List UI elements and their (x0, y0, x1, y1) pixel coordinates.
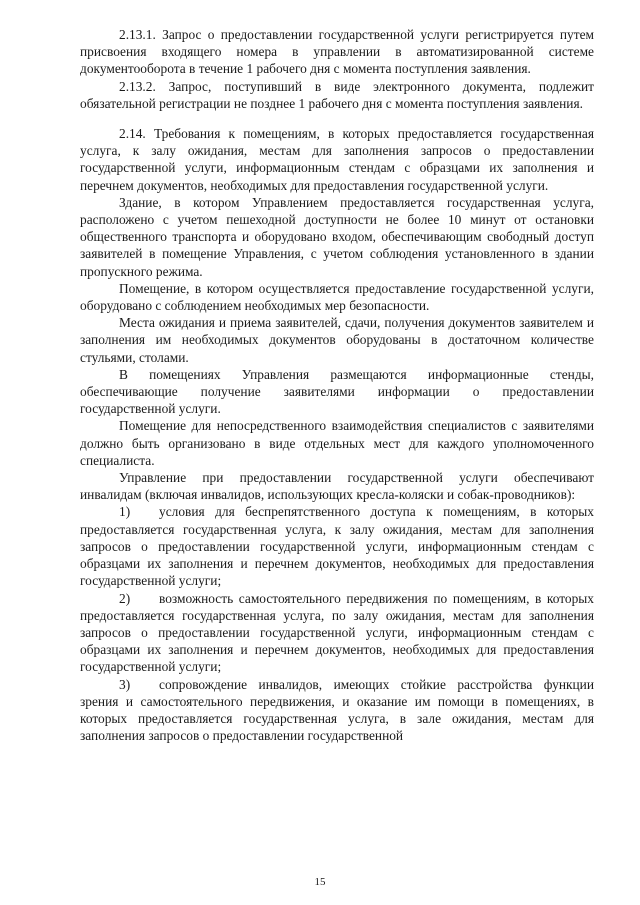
list-item-text: возможность самостоятельного передвижения по помещениям, в которых предоставляется государственная услуга, по залу ожидания, местам для заполнения запросов о предоставлении государственной услуги, информационным стендам с образцами их заполнения и перечнем документов, необходимых для предоставления государственной услуги; (80, 590, 594, 675)
paragraph-waiting-places: Места ожидания и приема заявителей, сдачи, получения документов заявителем и заполнения им необходимых документов оборудованы в достаточном количестве стульями, столами. (80, 315, 594, 365)
list-item-number: 1) (119, 504, 131, 520)
list-item-number: 2) (119, 590, 131, 606)
list-item (80, 590, 594, 676)
paragraph-2-14-heading: 2.14. Требования к помещениям, в которых предоставляется государственная услуга, к залу ожидания, местам для заполнения запросов о предоставлении государственной услуги, информационным стендам с образцами их заполнения и перечнем документов, необходимых для предоставления государственной услуги. (80, 126, 594, 193)
page-number: 15 (314, 876, 326, 888)
paragraph-2-13-1: 2.13.1. Запрос о предоставлении государственной услуги регистрируется путем присвоения входящего номера в управлении в автоматизированной системе документооборота в течение 1 рабочего дня с момента поступления заявления. (80, 27, 594, 77)
paragraph-info-stands: В помещениях Управления размещаются информационные стенды, обеспечивающие получение заявителями информации о предоставлении государственной услуги. (80, 366, 594, 417)
paragraph-disability-intro: Управление при предоставлении государственной услуги обеспечивают инвалидам (включая инвалидов, использующих кресла-коляски и собак-проводников): (80, 470, 594, 503)
list-item-number: 3) (119, 676, 131, 692)
list-item (80, 676, 594, 745)
list-item-text: сопровождение инвалидов, имеющих стойкие расстройства функции зрения и самостоятельного передвижения, и оказание им помощи в помещениях, в которых предоставляется государственная услуга, в зале ожидания, местам для заполнения запросов о предоставлении государственной (80, 676, 594, 744)
paragraph-building: Здание, в котором Управлением предоставляется государственная услуга, расположено с учетом пешеходной доступности не более 10 минут от остановки общественного транспорта и оборудовано входом, обеспечивающим свободный доступ заявителей в помещение Управления, с учетом соблюдения установленного в здании пропускного режима. (80, 194, 594, 279)
paragraph-2-13-2: 2.13.2. Запрос, поступивший в виде электронного документа, подлежит обязательной регистрации не позднее 1 рабочего дня с момента поступления заявления. (80, 78, 594, 111)
paragraph-specialist-places: Помещение для непосредственного взаимодействия специалистов с заявителями должно быть организовано в виде отдельных мест для каждого уполномоченного специалиста. (80, 418, 594, 468)
list-item (80, 503, 594, 589)
paragraph-premises-safety: Помещение, в котором осуществляется предоставление государственной услуги, оборудовано с соблюдением необходимых мер безопасности. (80, 280, 594, 314)
list-item-text: условия для беспрепятственного доступа к помещениям, в которых предоставляется государственная услуга, к залу ожидания, местам для заполнения запросов о предоставлении государственной услуги, информационным стендам с образцами их заполнения и перечнем документов, необходимых для предоставления государственной услуги; (80, 504, 594, 589)
document-page (80, 26, 594, 744)
